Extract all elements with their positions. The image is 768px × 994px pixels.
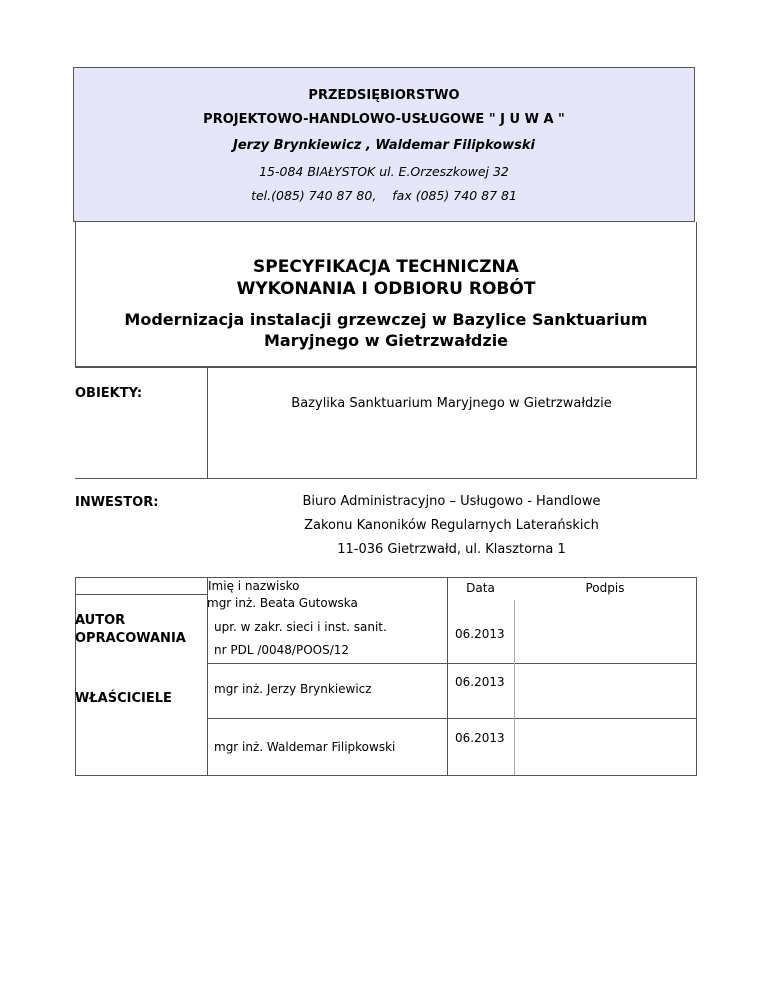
company-fax: fax (085) 740 87 81 <box>392 188 517 203</box>
document-subtitle <box>76 309 696 351</box>
document-title <box>76 256 696 300</box>
author-date: 06.2013 <box>455 627 505 641</box>
company-phone: tel.(085) 740 87 80, <box>251 188 377 203</box>
divider <box>696 367 697 478</box>
divider <box>207 663 697 664</box>
owner-2-name: mgr inż. Waldemar Filipkowski <box>214 740 396 754</box>
owner-1-date: 06.2013 <box>455 675 505 689</box>
divider <box>514 600 515 775</box>
objects-value: Bazylika Sanktuarium Maryjnego w Gietrzwałdzie <box>291 396 612 411</box>
owner-2-date: 06.2013 <box>455 731 505 745</box>
column-header-name: Imię i nazwisko <box>208 579 300 593</box>
author-name: mgr inż. Beata Gutowska <box>207 596 358 610</box>
divider <box>75 478 697 479</box>
document-title-box <box>75 222 697 367</box>
company-contacts <box>74 188 694 203</box>
divider <box>75 577 76 775</box>
investor-line-3: 11-036 Gietrzwałd, ul. Klasztorna 1 <box>337 542 566 557</box>
author-permission: upr. w zakr. sieci i inst. sanit. <box>214 620 387 634</box>
company-address: 15-084 BIAŁYSTOK ul. E.Orzeszkowej 32 <box>259 164 509 179</box>
owner-1-name: mgr inż. Jerzy Brynkiewicz <box>214 682 372 696</box>
divider <box>696 577 697 775</box>
investor-line-1: Biuro Administracyjno – Usługowo - Handlowe <box>302 494 601 509</box>
subtitle-line-1: Modernizacja instalacji grzewczej w Bazylice Sanktuarium <box>124 310 648 329</box>
company-header <box>73 67 695 222</box>
company-owners: Jerzy Brynkiewicz , Waldemar Filipkowski <box>233 138 535 153</box>
investor-label: INWESTOR: <box>75 495 159 510</box>
divider <box>75 577 697 578</box>
divider <box>207 718 697 719</box>
objects-label: OBIEKTY: <box>75 386 143 401</box>
company-name: PROJEKTOWO-HANDLOWO-USŁUGOWE " J U W A " <box>203 112 565 127</box>
divider <box>75 367 697 368</box>
subtitle-line-2: Maryjnego w Gietrzwałdzie <box>263 331 509 350</box>
investor-line-2: Zakonu Kanoników Regularnych Laterańskich <box>304 518 599 533</box>
title-line-1: SPECYFIKACJA TECHNICZNA <box>253 257 519 277</box>
author-pdl-number: nr PDL /0048/POOS/12 <box>214 643 350 657</box>
divider <box>207 367 208 478</box>
column-header-date: Data <box>466 581 495 595</box>
divider <box>75 775 697 776</box>
title-line-2: WYKONANIA I ODBIORU ROBÓT <box>236 279 536 299</box>
author-label: AUTOR OPRACOWANIA <box>75 613 186 646</box>
company-type: PRZEDSIĘBIORSTWO <box>308 88 460 103</box>
owners-label: WŁAŚCICIELE <box>75 691 172 706</box>
divider <box>75 594 208 595</box>
column-header-sign: Podpis <box>585 581 625 595</box>
divider <box>447 577 448 775</box>
